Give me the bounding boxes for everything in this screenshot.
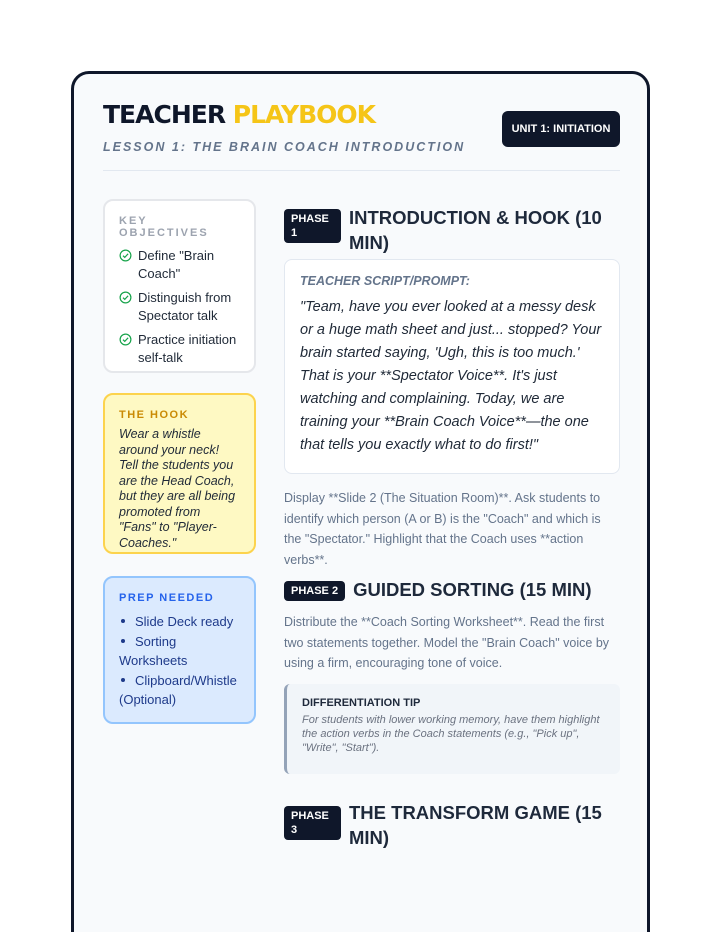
hook-box [103, 393, 256, 554]
phase-2-header [284, 577, 592, 602]
prep-item: Clipboard/Whistle (Optional) [119, 673, 237, 707]
prep-item: Slide Deck ready [119, 612, 240, 631]
page-title [103, 100, 375, 129]
phase-2-title: GUIDED SORTING (15 MIN) [353, 579, 592, 600]
objectives-heading: KEY OBJECTIVES [119, 215, 209, 239]
objectives-list [119, 247, 240, 366]
bullet-icon [121, 639, 125, 643]
phase-3-header [284, 800, 614, 850]
objective-text: Distinguish from Spectator talk [138, 290, 232, 323]
check-circle-icon [119, 291, 132, 304]
objective-item [119, 289, 240, 324]
objective-text: Practice initiation self-talk [138, 332, 237, 365]
bullet-icon [121, 678, 125, 682]
title-part-playbook: PLAYBOOK [232, 100, 376, 129]
script-label: TEACHER SCRIPT/PROMPT: [300, 274, 470, 288]
objective-item [119, 331, 240, 366]
prep-heading: PREP NEEDED [119, 592, 215, 604]
key-objectives-box [103, 199, 256, 373]
header-divider [103, 170, 620, 171]
title-part-teacher: TEACHER [103, 100, 226, 129]
phase-1-title: INTRODUCTION & HOOK (10 MIN) [349, 207, 602, 253]
teacher-script-box [284, 259, 620, 474]
phase-1-header [284, 205, 614, 255]
script-quote: "Team, have you ever looked at a messy desk or a huge math sheet and just... stopped? Your brain started saying, 'Ugh, this is too much.' That is your **Spectator Voice**. It's just watching and complaining. Today, we are training your **Brain Coach Voice**—the one that tells you exactly what to do first!" [300, 299, 602, 453]
phase-3-title: THE TRANSFORM GAME (15 MIN) [349, 802, 602, 848]
phase-2-badge: PHASE 2 [284, 581, 345, 601]
prep-list [119, 612, 240, 709]
prep-item: Sorting Worksheets [119, 634, 188, 668]
tip-text: For students with lower working memory, have them highlight the action verbs in the Coach statements (e.g., "Pick up", "Write", "Start"). [302, 714, 600, 754]
phase-1-description: Display **Slide 2 (The Situation Room)**. Ask students to identify which person (A or B) is the "Coach" and which is the "Spectator." Highlight that the Coach uses **action verbs**. [284, 491, 601, 567]
hook-text: Wear a whistle around your neck! Tell the students you are the Head Coach, but they are all being promoted from "Fans" to "Player-Coaches." [119, 427, 236, 550]
tip-heading: DIFFERENTIATION TIP [302, 697, 421, 709]
lesson-subtitle: LESSON 1: THE BRAIN COACH INTRODUCTION [103, 140, 466, 154]
objective-text: Define "Brain Coach" [138, 248, 215, 281]
prep-needed-box [103, 576, 256, 724]
phase-1-badge: PHASE 1 [284, 209, 341, 243]
playbook-card [71, 71, 650, 932]
bullet-icon [121, 619, 125, 623]
differentiation-tip-box [284, 684, 620, 774]
check-circle-icon [119, 333, 132, 346]
objective-item [119, 247, 240, 282]
unit-badge: UNIT 1: INITIATION [502, 111, 620, 147]
phase-2-description: Distribute the **Coach Sorting Worksheet**. Read the first two statements together. Model the "Brain Coach" voice by using a firm, encouraging tone of voice. [284, 615, 610, 670]
check-circle-icon [119, 249, 132, 262]
hook-heading: THE HOOK [119, 409, 190, 421]
phase-3-badge: PHASE 3 [284, 806, 341, 840]
